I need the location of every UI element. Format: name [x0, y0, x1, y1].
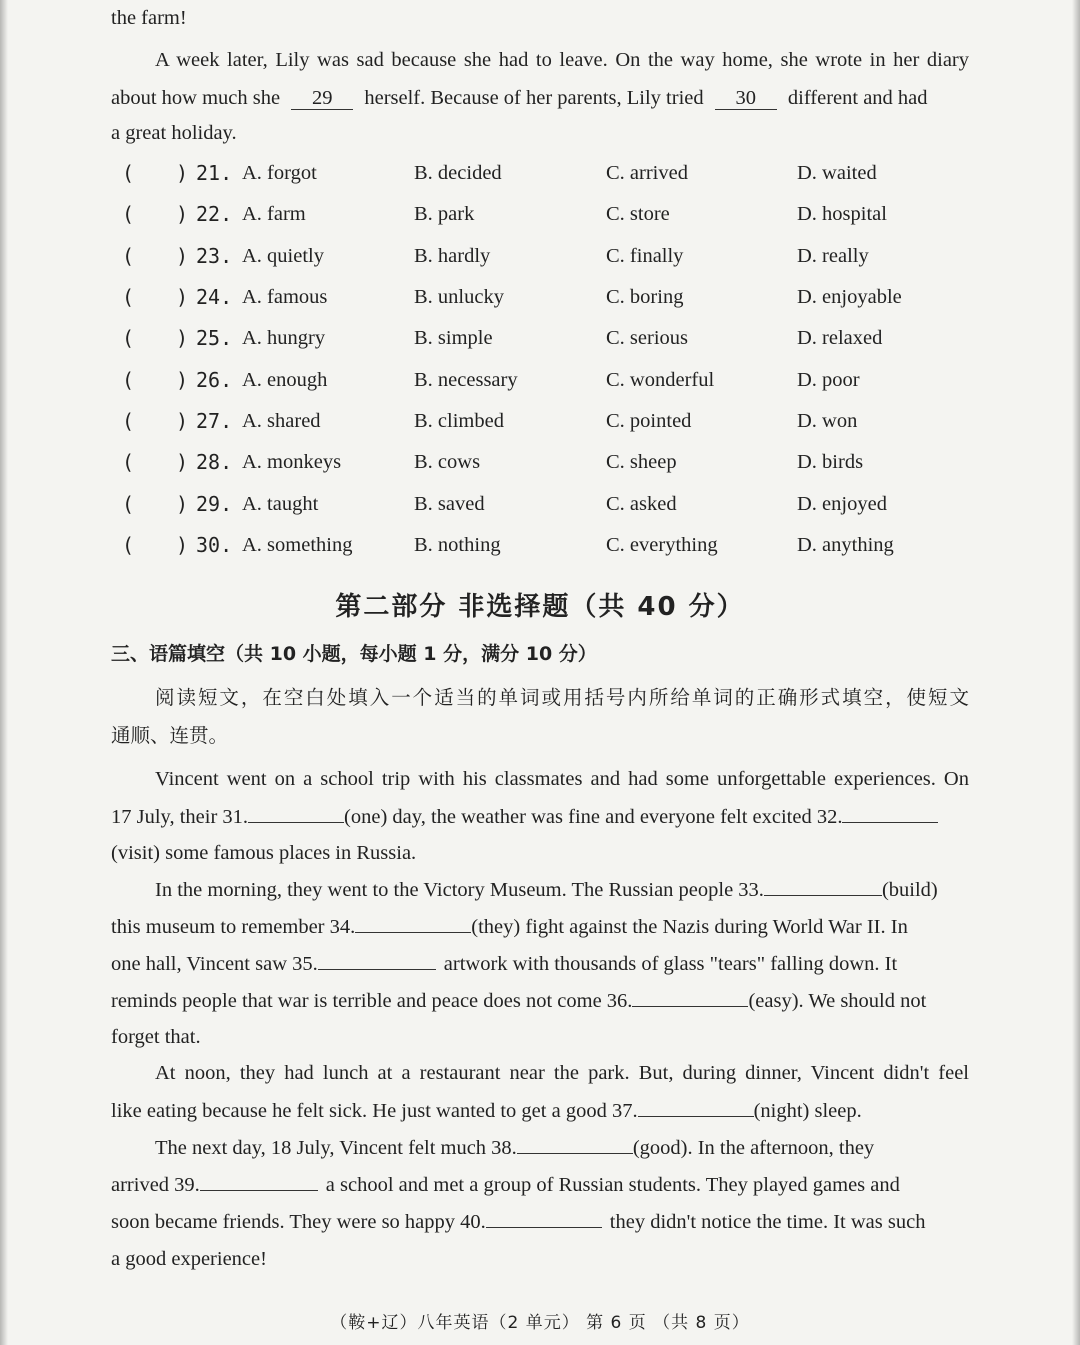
answer-paren-right: ) — [176, 161, 189, 185]
passage-text: In the morning, they went to the Victory Museum. The Russian people 33. — [155, 879, 764, 901]
question-row — [0, 530, 1080, 560]
option-b: B. cows — [414, 451, 481, 473]
question-row — [0, 489, 1080, 519]
option-b: B. nothing — [414, 534, 501, 556]
answer-paren-right: ) — [176, 450, 189, 474]
option-d: D. enjoyed — [797, 493, 887, 515]
option-b: B. saved — [414, 493, 485, 515]
option-a: A. something — [242, 534, 353, 556]
blank-30: 30 — [715, 87, 777, 110]
blank-36[interactable] — [632, 986, 748, 1007]
option-d: D. poor — [797, 369, 860, 391]
answer-paren-left[interactable]: ( — [122, 161, 135, 185]
question-row — [0, 158, 1080, 188]
option-b: B. simple — [414, 327, 493, 349]
answer-paren-right: ) — [176, 326, 189, 350]
story-line — [111, 119, 969, 147]
answer-paren-left[interactable]: ( — [122, 409, 135, 433]
passage-text: forget that. — [111, 1026, 201, 1048]
passage-text: At noon, they had lunch at a restaurant near the park. But, during dinner, Vincent didn't feel — [155, 1062, 969, 1084]
answer-paren-left[interactable]: ( — [122, 368, 135, 392]
question-number: 23. — [196, 244, 233, 268]
option-c: C. pointed — [606, 410, 692, 432]
passage-text: a school and met a group of Russian students. They played games and — [325, 1174, 900, 1196]
blank-38[interactable] — [517, 1133, 633, 1154]
question-number: 21. — [196, 161, 233, 185]
passage-line — [155, 1059, 969, 1087]
passage-text: (build) — [881, 879, 938, 901]
answer-paren-left[interactable]: ( — [122, 533, 135, 557]
passage-line — [111, 986, 969, 1015]
option-a: A. enough — [242, 369, 328, 391]
passage-text: (one) day, the weather was fine and everyone felt excited 32. — [344, 806, 843, 828]
question-number: 27. — [196, 409, 233, 433]
blank-35[interactable] — [318, 949, 436, 970]
story-text: different and had — [787, 87, 928, 109]
option-b: B. decided — [414, 162, 502, 184]
answer-paren-left[interactable]: ( — [122, 285, 135, 309]
answer-paren-right: ) — [176, 202, 189, 226]
option-c: C. boring — [606, 286, 684, 308]
passage-line — [111, 1096, 969, 1125]
blank-29: 29 — [291, 87, 353, 110]
passage-text: (easy). We should not — [748, 990, 927, 1012]
blank-33[interactable] — [764, 875, 882, 896]
passage-text: 17 July, their 31. — [111, 806, 249, 828]
question-number: 25. — [196, 326, 233, 350]
question-row — [0, 365, 1080, 395]
option-c: C. serious — [606, 327, 688, 349]
question-row — [0, 241, 1080, 271]
option-c: C. everything — [606, 534, 718, 556]
instructions-text: 通顺、连贯。 — [111, 724, 229, 747]
option-b: B. hardly — [414, 245, 491, 267]
story-text: A week later, Lily was sad because she had to leave. On the way home, she wrote in her diary — [155, 49, 969, 71]
page-footer: （鞍+辽）八年英语（2 单元） 第 6 页 （共 8 页） — [330, 1313, 750, 1333]
passage-line — [155, 875, 969, 904]
passage-text: (night) sleep. — [753, 1100, 862, 1122]
top-fragment: the farm! — [111, 7, 187, 29]
passage-text: arrived 39. — [111, 1174, 200, 1196]
passage-text: like eating because he felt sick. He just wanted to get a good 37. — [111, 1100, 638, 1122]
option-a: A. monkeys — [242, 451, 342, 473]
passage-text: reminds people that war is terrible and peace does not come 36. — [111, 990, 633, 1012]
answer-paren-right: ) — [176, 409, 189, 433]
question-number: 29. — [196, 492, 233, 516]
passage-line — [111, 1023, 969, 1051]
answer-paren-left[interactable]: ( — [122, 326, 135, 350]
question-number: 28. — [196, 450, 233, 474]
option-c: C. asked — [606, 493, 677, 515]
question-number: 30. — [196, 533, 233, 557]
passage-text: (visit) some famous places in Russia. — [111, 842, 417, 864]
option-c: C. wonderful — [606, 369, 715, 391]
option-d: D. anything — [797, 534, 894, 556]
option-b: B. park — [414, 203, 475, 225]
story-text: about how much she — [111, 87, 281, 109]
option-a: A. forgot — [242, 162, 317, 184]
passage-text: this museum to remember 34. — [111, 916, 356, 938]
passage-line — [155, 765, 969, 793]
blank-31[interactable] — [248, 802, 344, 823]
question-row — [0, 406, 1080, 436]
part-two-title: 第二部分 非选择题（共 40 分） — [335, 592, 745, 622]
question-row — [0, 323, 1080, 353]
passage-line — [155, 1133, 969, 1162]
section-three-title: 三、语篇填空（共 10 小题，每小题 1 分，满分 10 分） — [111, 643, 597, 665]
blank-39[interactable] — [200, 1170, 318, 1191]
question-number: 22. — [196, 202, 233, 226]
answer-paren-right: ) — [176, 492, 189, 516]
passage-line — [111, 1207, 969, 1236]
answer-paren-right: ) — [176, 285, 189, 309]
passage-text: (good). In the afternoon, they — [632, 1137, 875, 1159]
instructions-line — [111, 722, 969, 750]
passage-line — [111, 802, 969, 831]
passage-text: (they) fight against the Nazis during World War II. In — [471, 916, 908, 938]
answer-paren-left[interactable]: ( — [122, 492, 135, 516]
text-line — [111, 4, 969, 32]
option-a: A. quietly — [242, 245, 324, 267]
option-b: B. climbed — [414, 410, 504, 432]
option-d: D. waited — [797, 162, 877, 184]
answer-paren-left[interactable]: ( — [122, 202, 135, 226]
option-b: B. unlucky — [414, 286, 504, 308]
passage-text: soon became friends. They were so happy 40. — [111, 1211, 486, 1233]
instructions-line — [155, 684, 969, 712]
story-line — [111, 84, 969, 112]
passage-line — [111, 1170, 969, 1199]
option-c: C. sheep — [606, 451, 677, 473]
option-d: D. won — [797, 410, 858, 432]
blank-40[interactable] — [486, 1207, 602, 1228]
question-row — [0, 447, 1080, 477]
passage-line — [111, 912, 969, 941]
option-d: D. birds — [797, 451, 864, 473]
option-a: A. taught — [242, 493, 319, 515]
option-d: D. really — [797, 245, 869, 267]
option-d: D. enjoyable — [797, 286, 902, 308]
story-line — [155, 46, 969, 74]
answer-paren-right: ) — [176, 533, 189, 557]
option-c: C. store — [606, 203, 670, 225]
story-text: herself. Because of her parents, Lily tried — [364, 87, 704, 109]
answer-paren-right: ) — [176, 244, 189, 268]
passage-text: artwork with thousands of glass "tears" falling down. It — [443, 953, 898, 975]
option-b: B. necessary — [414, 369, 518, 391]
story-text: a great holiday. — [111, 122, 237, 144]
blank-32[interactable] — [842, 802, 938, 823]
answer-paren-left[interactable]: ( — [122, 450, 135, 474]
blank-34[interactable] — [355, 912, 471, 933]
question-row — [0, 282, 1080, 312]
passage-text: a good experience! — [111, 1248, 267, 1270]
option-c: C. finally — [606, 245, 684, 267]
option-a: A. farm — [242, 203, 306, 225]
instructions-text: 阅读短文，在空白处填入一个适当的单词或用括号内所给单词的正确形式填空，使短文 — [155, 686, 969, 709]
option-a: A. famous — [242, 286, 328, 308]
option-d: D. hospital — [797, 203, 887, 225]
passage-line — [111, 1245, 969, 1273]
passage-text: they didn't notice the time. It was such — [609, 1211, 926, 1233]
question-row — [0, 199, 1080, 229]
passage-text: Vincent went on a school trip with his classmates and had some unforgettable experiences. On — [155, 768, 969, 790]
option-a: A. hungry — [242, 327, 326, 349]
option-a: A. shared — [242, 410, 321, 432]
blank-37[interactable] — [638, 1096, 754, 1117]
answer-paren-right: ) — [176, 368, 189, 392]
passage-text: The next day, 18 July, Vincent felt much 38. — [155, 1137, 517, 1159]
passage-line — [111, 839, 969, 867]
passage-line — [111, 949, 969, 978]
question-number: 26. — [196, 368, 233, 392]
passage-text: one hall, Vincent saw 35. — [111, 953, 318, 975]
option-d: D. relaxed — [797, 327, 883, 349]
option-c: C. arrived — [606, 162, 688, 184]
question-number: 24. — [196, 285, 233, 309]
answer-paren-left[interactable]: ( — [122, 244, 135, 268]
